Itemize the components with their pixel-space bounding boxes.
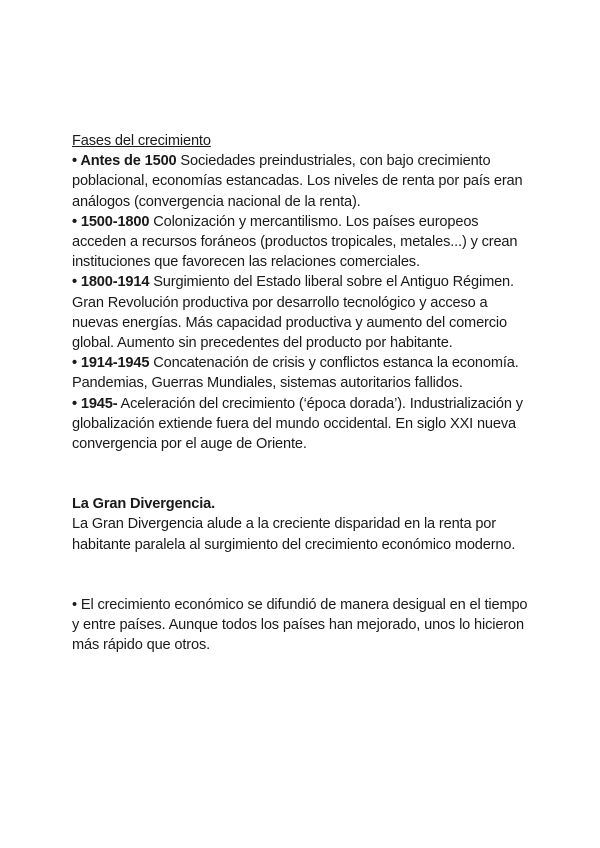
bullet-paragraph: • El crecimiento económico se difundió de manera desigual en el tiempo y entre países. Aunque todos los países han mejorado, unos lo hicieron más rápido que otros. xyxy=(72,596,528,654)
divergencia-paragraph: La Gran Divergencia alude a la creciente disparidad en la renta por habitante paralela al surgimiento del crecimiento económico moderno. xyxy=(72,516,516,553)
phase-term: • 1914-1945 xyxy=(72,355,150,372)
phase-term: • 1945- xyxy=(72,395,118,412)
phase-item xyxy=(72,353,532,393)
phase-text: Concatenación de crisis y conflictos estanca la economía. Pandemias, Guerras Mundiales, sistemas autoritarios fallidos. xyxy=(72,355,519,392)
phase-item xyxy=(72,272,532,353)
spacer xyxy=(72,454,532,494)
phase-item xyxy=(72,394,532,455)
document-body xyxy=(72,131,532,655)
section-heading-fases: Fases del crecimiento xyxy=(72,133,211,149)
phase-text: Aceleración del crecimiento (‘época dorada’). Industrialización y globalización extiende fuera del mundo occidental. En siglo XXI nueva convergencia por el auge de Oriente. xyxy=(72,395,523,453)
spacer xyxy=(72,555,532,595)
phase-item xyxy=(72,151,532,212)
phase-term: • 1800-1914 xyxy=(72,274,150,291)
phase-text: Surgimiento del Estado liberal sobre el Antiguo Régimen. Gran Revolución productiva por desarrollo tecnológico y acceso a nuevas energías. Más capacidad productiva y aumento del comercio global. Aumento sin precedentes del producto por habitante. xyxy=(72,274,514,352)
phase-item xyxy=(72,212,532,273)
phase-term: • 1500-1800 xyxy=(72,213,150,230)
phase-term: • Antes de 1500 xyxy=(72,153,177,170)
section-title-divergencia: La Gran Divergencia. xyxy=(72,496,215,513)
phase-text: Colonización y mercantilismo. Los países europeos acceden a recursos foráneos (productos tropicales, metales...) y crean instituciones que favorecen las relaciones comerciales. xyxy=(72,213,518,271)
phase-text: Sociedades preindustriales, con bajo crecimiento poblacional, economías estancadas. Los niveles de renta por país eran análogos (convergencia nacional de la renta). xyxy=(72,153,523,210)
